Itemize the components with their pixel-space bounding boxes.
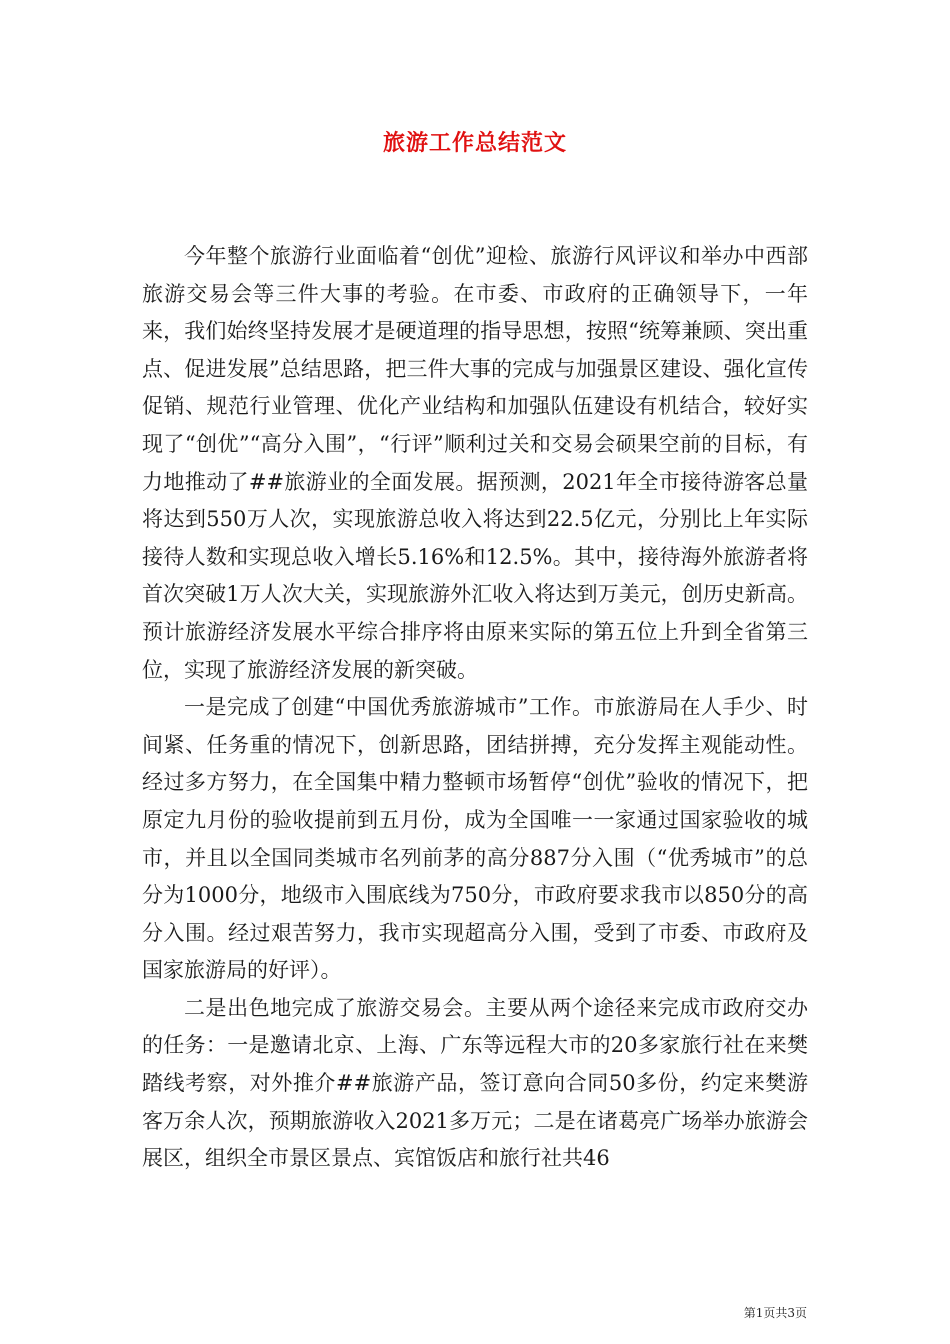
paragraph-intro: 今年整个旅游行业面临着“创优”迎检、旅游行风评议和举办中西部旅游交易会等三件大事的考验。在市委、市政府的正确领导下，一年来，我们始终坚持发展才是硬道理的指导思想，按照“统筹兼顾、突出重点、促进发展”总结思路，把三件大事的完成与加强景区建设、强化宣传促销、规范行业管理、优化产业结构和加强队伍建设有机结合，较好实现了“创优”“高分入围”，“行评”顺利过关和交易会硕果空前的目标，有力地推动了##旅游业的全面发展。据预测，2021年全市接待游客总量将达到550万人次，实现旅游总收入将达到22.5亿元，分别比上年实际接待人数和实现总收入增长5.16%和12.5%。其中，接待海外旅游者将首次突破1万人次大关，实现旅游外汇收入将达到万美元，创历史新高。预计旅游经济发展水平综合排序将由原来实际的第五位上升到全省第三位，实现了旅游经济发展的新突破。	[142, 244, 808, 682]
document-body	[142, 238, 808, 1178]
document-title: 旅游工作总结范文	[382, 130, 567, 156]
paragraph-trade-fair: 二是出色地完成了旅游交易会。主要从两个途径来完成市政府交办的任务：一是邀请北京、上海、广东等远程大市的20多家旅行社在来樊踏线考察，对外推介##旅游产品，签订意向合同50多份，约定来樊游客万余人次，预期旅游收入2021多万元；二是在诸葛亮广场举办旅游会展区，组织全市景区景点、宾馆饭店和旅行社共46	[142, 995, 808, 1171]
page-number: 第1页共3页	[743, 1306, 807, 1320]
paragraph-city-award: 一是完成了创建“中国优秀旅游城市”工作。市旅游局在人手少、时间紧、任务重的情况下，创新思路，团结拼搏，充分发挥主观能动性。经过多方努力，在全国集中精力整顿市场暂停“创优”验收的情况下，把原定九月份的验收提前到五月份，成为全国唯一一家通过国家验收的城市，并且以全国同类城市名列前茅的高分887分入围（“优秀城市”的总分为1000分，地级市入围底线为750分，市政府要求我市以850分的高分入围。经过艰苦努力，我市实现超高分入围，受到了市委、市政府及国家旅游局的好评）。	[142, 695, 808, 983]
